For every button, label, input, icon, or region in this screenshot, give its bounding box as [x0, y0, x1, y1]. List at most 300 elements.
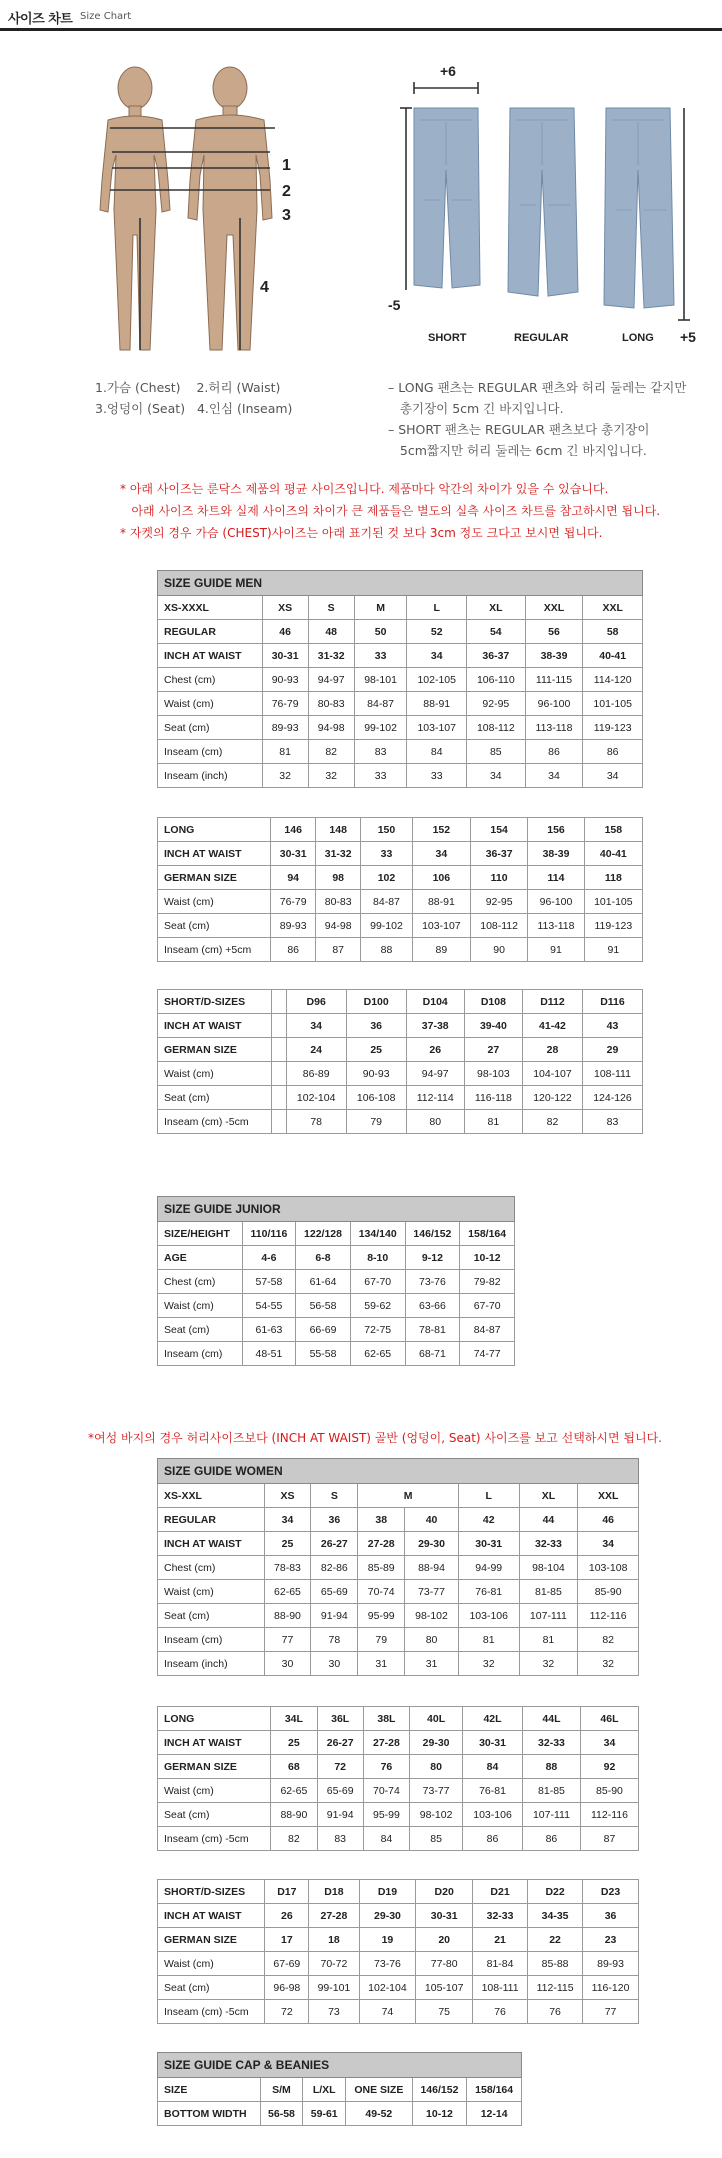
- table-row: [158, 764, 643, 788]
- legend-line-1: 1.가슴 (Chest) 2.허리 (Waist): [95, 380, 281, 395]
- table-row: [158, 938, 643, 962]
- table-cell: 77: [264, 1628, 311, 1652]
- table-cell: 111-115: [525, 668, 583, 692]
- table-row: [158, 1880, 639, 1904]
- women-short-table: [157, 1879, 639, 2024]
- table-cell: 82-86: [311, 1556, 358, 1580]
- row-label-cell: GERMAN SIZE: [158, 1928, 265, 1952]
- table-cell: 99-102: [354, 716, 407, 740]
- table-cell: 12-14: [467, 2102, 522, 2126]
- table-row: [158, 1731, 639, 1755]
- table-cell: D21: [473, 1880, 528, 1904]
- table-cell: 31: [405, 1652, 459, 1676]
- table-cell: 102: [361, 866, 413, 890]
- table-cell: 98-103: [464, 1062, 522, 1086]
- notice-line: 아래 사이즈 차트와 실제 사이즈의 차이가 큰 제품들은 별도의 실측 사이즈 차트를 참고하시면 됩니다.: [120, 504, 661, 518]
- table-cell: 80-83: [308, 692, 354, 716]
- row-label-cell: Inseam (cm) -5cm: [158, 1827, 271, 1851]
- table-row: [158, 1556, 639, 1580]
- table-cell: 81-85: [522, 1779, 580, 1803]
- row-label-cell: Waist (cm): [158, 1779, 271, 1803]
- table-cell: 95-99: [363, 1803, 409, 1827]
- table-cell: XL: [467, 596, 526, 620]
- table-cell: 113-118: [528, 914, 584, 938]
- page-title: 사이즈 차트: [8, 12, 73, 27]
- table-row: [158, 1110, 643, 1134]
- table-cell: 68: [271, 1755, 317, 1779]
- table-cell: 80-83: [316, 890, 361, 914]
- table-cell: 114: [528, 866, 584, 890]
- table-cell: 46: [578, 1508, 639, 1532]
- table-cell: 25: [271, 1731, 317, 1755]
- row-label-cell: Seat (cm): [158, 1976, 265, 2000]
- row-label-cell: SHORT/D-SIZES: [158, 990, 272, 1014]
- table-cell: 34: [412, 842, 470, 866]
- table-cell: 102-104: [359, 1976, 416, 2000]
- table-cell: 108-112: [467, 716, 526, 740]
- table-cell: 91-94: [311, 1604, 358, 1628]
- table-cell: 122/128: [296, 1222, 351, 1246]
- table-cell: 78: [311, 1628, 358, 1652]
- short-pants-icon: [414, 108, 480, 288]
- table-cell: 73-76: [359, 1952, 416, 1976]
- row-label-cell: Inseam (cm) +5cm: [158, 938, 271, 962]
- table-row: [158, 1827, 639, 1851]
- table-cell: 89-93: [262, 716, 308, 740]
- pants-long-adjust: +5: [680, 329, 696, 345]
- table-cell: 154: [470, 818, 527, 842]
- table-cell: D96: [286, 990, 346, 1014]
- table-cell: 26: [406, 1038, 464, 1062]
- table-cell: 67-70: [460, 1294, 515, 1318]
- men-long-table: [157, 817, 643, 962]
- table-row: [158, 1976, 639, 2000]
- table-cell: 10-12: [460, 1246, 515, 1270]
- size-notice: [120, 478, 660, 544]
- measure-1-label: 1: [282, 157, 291, 174]
- pants-note-line: 5cm짧지만 허리 둘레는 6cm 긴 바지입니다.: [388, 443, 647, 458]
- male-figure: [188, 67, 272, 350]
- table-cell: 86-89: [286, 1062, 346, 1086]
- table-row: [158, 668, 643, 692]
- row-label-cell: INCH AT WAIST: [158, 842, 271, 866]
- table-cell: 86: [271, 938, 316, 962]
- table-cell: 75: [416, 2000, 473, 2024]
- table-row: [158, 990, 643, 1014]
- row-label-cell: Waist (cm): [158, 1952, 265, 1976]
- row-label-cell: Inseam (cm): [158, 740, 263, 764]
- table-cell: D20: [416, 1880, 473, 1904]
- table-cell: 81: [458, 1628, 519, 1652]
- table-cell: 66-69: [296, 1318, 351, 1342]
- table-cell: 34: [467, 764, 526, 788]
- table-cell: 99-101: [309, 1976, 359, 2000]
- table-cell: 86: [522, 1827, 580, 1851]
- table-cell: 91: [584, 938, 642, 962]
- row-label-cell: Seat (cm): [158, 716, 263, 740]
- table-cell: 76: [473, 2000, 528, 2024]
- table-row: [158, 1928, 639, 1952]
- table-cell: 33: [407, 764, 467, 788]
- table-cell: 78: [286, 1110, 346, 1134]
- table-cell: 68-71: [405, 1342, 460, 1366]
- pants-short-adjust: -5: [388, 297, 401, 313]
- table-cell: 102-104: [286, 1086, 346, 1110]
- table-cell: 158: [584, 818, 642, 842]
- table-cell: 46: [262, 620, 308, 644]
- table-cell: 50: [354, 620, 407, 644]
- table-cell: D18: [309, 1880, 359, 1904]
- table-cell: 76: [528, 2000, 583, 2024]
- table-cell: 30-31: [262, 644, 308, 668]
- female-figure: [100, 67, 170, 350]
- body-measurement-figure: [70, 60, 330, 360]
- table-cell: 112-116: [580, 1803, 638, 1827]
- table-cell: 103-106: [458, 1604, 519, 1628]
- table-cell: 105-107: [416, 1976, 473, 2000]
- women-head-cell: XL: [519, 1484, 578, 1508]
- table-cell: 83: [354, 740, 407, 764]
- table-cell: 120-122: [522, 1086, 582, 1110]
- row-label-cell: Inseam (cm): [158, 1628, 265, 1652]
- table-cell: 34L: [271, 1707, 317, 1731]
- table-cell: 17: [265, 1928, 309, 1952]
- table-cell: 112-115: [528, 1976, 583, 2000]
- table-cell: 67-70: [350, 1270, 405, 1294]
- table-row: [158, 818, 643, 842]
- table-cell: 85-89: [358, 1556, 405, 1580]
- long-pants-icon: [604, 108, 674, 308]
- table-cell: 81-85: [519, 1580, 578, 1604]
- table-cell: [271, 1014, 286, 1038]
- table-cell: 74: [359, 2000, 416, 2024]
- table-cell: 48: [308, 620, 354, 644]
- table-cell: 31-32: [308, 644, 354, 668]
- table-cell: 36-37: [467, 644, 526, 668]
- table-cell: 146: [271, 818, 316, 842]
- table-cell: 103-107: [412, 914, 470, 938]
- table-row: [158, 1318, 515, 1342]
- table-cell: 81: [519, 1628, 578, 1652]
- table-cell: 18: [309, 1928, 359, 1952]
- row-label-cell: REGULAR: [158, 620, 263, 644]
- short-pants-label: SHORT: [428, 332, 467, 344]
- table-cell: 83: [317, 1827, 363, 1851]
- table-row: [158, 2078, 522, 2102]
- long-pants-label: LONG: [622, 332, 654, 344]
- row-label-cell: GERMAN SIZE: [158, 866, 271, 890]
- women-head-cell: M: [358, 1484, 459, 1508]
- table-cell: 82: [308, 740, 354, 764]
- table-cell: 25: [346, 1038, 406, 1062]
- row-label-cell: Seat (cm): [158, 1086, 272, 1110]
- table-cell: 106: [412, 866, 470, 890]
- table-cell: 44L: [522, 1707, 580, 1731]
- table-cell: 30-31: [463, 1731, 523, 1755]
- table-cell: 150: [361, 818, 413, 842]
- table-cell: 96-100: [525, 692, 583, 716]
- table-cell: 49-52: [346, 2102, 413, 2126]
- table-cell: 116-120: [583, 1976, 639, 2000]
- table-cell: 40-41: [584, 842, 642, 866]
- table-cell: D23: [583, 1880, 639, 1904]
- table-cell: 158/164: [467, 2078, 522, 2102]
- table-row: [158, 1803, 639, 1827]
- table-cell: 76-81: [463, 1779, 523, 1803]
- table-cell: 42L: [463, 1707, 523, 1731]
- table-cell: 94-97: [308, 668, 354, 692]
- table-cell: 94: [271, 866, 316, 890]
- row-label-cell: Inseam (cm) -5cm: [158, 1110, 272, 1134]
- table-cell: 65-69: [317, 1779, 363, 1803]
- table-cell: 34: [286, 1014, 346, 1038]
- men-table-title: SIZE GUIDE MEN: [158, 571, 643, 596]
- table-cell: 107-111: [522, 1803, 580, 1827]
- table-cell: [271, 1038, 286, 1062]
- table-row: [158, 596, 643, 620]
- table-cell: 119-123: [583, 716, 643, 740]
- table-cell: 83: [582, 1110, 642, 1134]
- table-cell: 87: [580, 1827, 638, 1851]
- legend-line-2: 3.엉덩이 (Seat) 4.인심 (Inseam): [95, 401, 293, 416]
- table-cell: 85-90: [580, 1779, 638, 1803]
- table-cell: 156: [528, 818, 584, 842]
- table-cell: 29-30: [359, 1904, 416, 1928]
- table-cell: 27-28: [358, 1532, 405, 1556]
- row-label-cell: Chest (cm): [158, 1556, 265, 1580]
- table-cell: 33: [354, 764, 407, 788]
- table-cell: 36: [311, 1508, 358, 1532]
- table-row: [158, 866, 643, 890]
- table-row: [158, 1779, 639, 1803]
- table-cell: 98-102: [410, 1803, 463, 1827]
- table-cell: 89-93: [583, 1952, 639, 1976]
- table-cell: 86: [463, 1827, 523, 1851]
- table-cell: 94-98: [308, 716, 354, 740]
- table-cell: 32: [519, 1652, 578, 1676]
- table-cell: 40-41: [583, 644, 643, 668]
- table-cell: 134/140: [350, 1222, 405, 1246]
- table-cell: 110: [470, 866, 527, 890]
- table-cell: 30: [264, 1652, 311, 1676]
- table-cell: 21: [473, 1928, 528, 1952]
- measure-2-label: 2: [282, 183, 291, 200]
- table-cell: 32-33: [473, 1904, 528, 1928]
- table-cell: 26-27: [317, 1731, 363, 1755]
- table-cell: 103-108: [578, 1556, 639, 1580]
- table-cell: 103-106: [463, 1803, 523, 1827]
- table-cell: 37-38: [406, 1014, 464, 1038]
- row-label-cell: Seat (cm): [158, 1803, 271, 1827]
- table-cell: 88: [361, 938, 413, 962]
- table-cell: 38: [358, 1508, 405, 1532]
- table-cell: 78-81: [405, 1318, 460, 1342]
- table-cell: 62-65: [271, 1779, 317, 1803]
- table-cell: 36: [346, 1014, 406, 1038]
- table-cell: D17: [265, 1880, 309, 1904]
- table-row: [158, 842, 643, 866]
- table-cell: 107-111: [519, 1604, 578, 1628]
- table-cell: 146/152: [412, 2078, 467, 2102]
- measurement-legend: [95, 377, 292, 419]
- table-cell: D22: [528, 1880, 583, 1904]
- table-cell: 73-76: [405, 1270, 460, 1294]
- table-cell: 72-75: [350, 1318, 405, 1342]
- table-cell: [271, 1110, 286, 1134]
- table-cell: 41-42: [522, 1014, 582, 1038]
- table-cell: 119-123: [584, 914, 642, 938]
- table-cell: 79-82: [460, 1270, 515, 1294]
- table-cell: 86: [525, 740, 583, 764]
- table-cell: 88-90: [271, 1803, 317, 1827]
- table-cell: 27-28: [363, 1731, 409, 1755]
- table-cell: D100: [346, 990, 406, 1014]
- table-cell: 79: [346, 1110, 406, 1134]
- table-cell: 29: [582, 1038, 642, 1062]
- table-cell: 62-65: [350, 1342, 405, 1366]
- table-cell: 33: [354, 644, 407, 668]
- table-row: [158, 2102, 522, 2126]
- table-row: [158, 692, 643, 716]
- table-cell: 108-111: [473, 1976, 528, 2000]
- table-cell: 101-105: [583, 692, 643, 716]
- cap-size-table: [157, 2052, 522, 2126]
- table-cell: 38-39: [528, 842, 584, 866]
- table-cell: 94-97: [406, 1062, 464, 1086]
- table-cell: 57-58: [242, 1270, 295, 1294]
- table-row: [158, 890, 643, 914]
- table-cell: 77-80: [416, 1952, 473, 1976]
- table-cell: 20: [416, 1928, 473, 1952]
- table-cell: 70-72: [309, 1952, 359, 1976]
- table-cell: 80: [405, 1628, 459, 1652]
- table-cell: 70-74: [363, 1779, 409, 1803]
- table-row: [158, 740, 643, 764]
- table-cell: 24: [286, 1038, 346, 1062]
- table-cell: 73-77: [410, 1779, 463, 1803]
- table-cell: S/M: [260, 2078, 303, 2102]
- table-cell: 56: [525, 620, 583, 644]
- table-cell: 42: [458, 1508, 519, 1532]
- table-cell: 103-107: [407, 716, 467, 740]
- table-cell: 31-32: [316, 842, 361, 866]
- table-cell: 118: [584, 866, 642, 890]
- table-cell: 96-98: [265, 1976, 309, 2000]
- table-cell: 94-99: [458, 1556, 519, 1580]
- row-label-cell: SHORT/D-SIZES: [158, 1880, 265, 1904]
- table-cell: 46L: [580, 1707, 638, 1731]
- table-cell: 80: [406, 1110, 464, 1134]
- table-cell: 34: [578, 1532, 639, 1556]
- table-cell: 108-111: [582, 1062, 642, 1086]
- table-cell: 32: [308, 764, 354, 788]
- table-cell: 86: [583, 740, 643, 764]
- table-row: [158, 1014, 643, 1038]
- table-row: [158, 1294, 515, 1318]
- row-label-cell: GERMAN SIZE: [158, 1755, 271, 1779]
- row-label-cell: Inseam (inch): [158, 764, 263, 788]
- table-cell: 40: [405, 1508, 459, 1532]
- table-cell: 158/164: [460, 1222, 515, 1246]
- table-row: [158, 1222, 515, 1246]
- table-cell: 108-112: [470, 914, 527, 938]
- table-cell: 92-95: [470, 890, 527, 914]
- table-cell: 56-58: [296, 1294, 351, 1318]
- table-cell: 85-90: [578, 1580, 639, 1604]
- cap-table-title: SIZE GUIDE CAP & BEANIES: [158, 2053, 522, 2078]
- row-label-cell: Inseam (inch): [158, 1652, 265, 1676]
- women-size-table: [157, 1458, 639, 1676]
- regular-pants-icon: [508, 108, 578, 296]
- table-cell: 54: [467, 620, 526, 644]
- table-cell: 30-31: [271, 842, 316, 866]
- table-cell: 104-107: [522, 1062, 582, 1086]
- table-cell: XXL: [583, 596, 643, 620]
- table-cell: L: [407, 596, 467, 620]
- table-cell: 91: [528, 938, 584, 962]
- table-cell: 112-114: [406, 1086, 464, 1110]
- table-cell: [271, 1062, 286, 1086]
- table-cell: 59-62: [350, 1294, 405, 1318]
- table-cell: 29-30: [410, 1731, 463, 1755]
- table-cell: 73-77: [405, 1580, 459, 1604]
- table-row: [158, 1086, 643, 1110]
- table-cell: 44: [519, 1508, 578, 1532]
- table-row: [158, 1755, 639, 1779]
- table-cell: 94-98: [316, 914, 361, 938]
- row-label-cell: Waist (cm): [158, 890, 271, 914]
- table-cell: 34: [525, 764, 583, 788]
- table-cell: 29-30: [405, 1532, 459, 1556]
- table-row: [158, 1342, 515, 1366]
- table-cell: 85: [467, 740, 526, 764]
- table-cell: D108: [464, 990, 522, 1014]
- table-cell: 36L: [317, 1707, 363, 1731]
- women-long-table: [157, 1706, 639, 1851]
- table-cell: 84-87: [361, 890, 413, 914]
- table-cell: 88: [522, 1755, 580, 1779]
- table-cell: L/XL: [303, 2078, 346, 2102]
- table-cell: 76-81: [458, 1580, 519, 1604]
- table-cell: 76: [363, 1755, 409, 1779]
- table-cell: 34: [583, 764, 643, 788]
- row-label-cell: SIZE: [158, 2078, 261, 2102]
- table-cell: 33: [361, 842, 413, 866]
- table-cell: 74-77: [460, 1342, 515, 1366]
- row-label-cell: XS-XXXL: [158, 596, 263, 620]
- junior-size-table: [157, 1196, 515, 1366]
- page-subtitle: Size Chart: [80, 11, 132, 22]
- table-cell: 88-90: [264, 1604, 311, 1628]
- table-cell: 106-110: [467, 668, 526, 692]
- table-cell: 23: [583, 1928, 639, 1952]
- table-cell: 113-118: [525, 716, 583, 740]
- table-cell: 39-40: [464, 1014, 522, 1038]
- row-label-cell: Waist (cm): [158, 1580, 265, 1604]
- table-cell: 114-120: [583, 668, 643, 692]
- row-label-cell: Seat (cm): [158, 914, 271, 938]
- table-cell: 92: [580, 1755, 638, 1779]
- table-row: [158, 1508, 639, 1532]
- table-cell: 30-31: [458, 1532, 519, 1556]
- table-cell: 91-94: [317, 1803, 363, 1827]
- table-cell: D104: [406, 990, 464, 1014]
- table-cell: 81: [464, 1110, 522, 1134]
- table-cell: S: [308, 596, 354, 620]
- table-cell: 79: [358, 1628, 405, 1652]
- women-head-cell: L: [458, 1484, 519, 1508]
- women-head-cell: XS: [264, 1484, 311, 1508]
